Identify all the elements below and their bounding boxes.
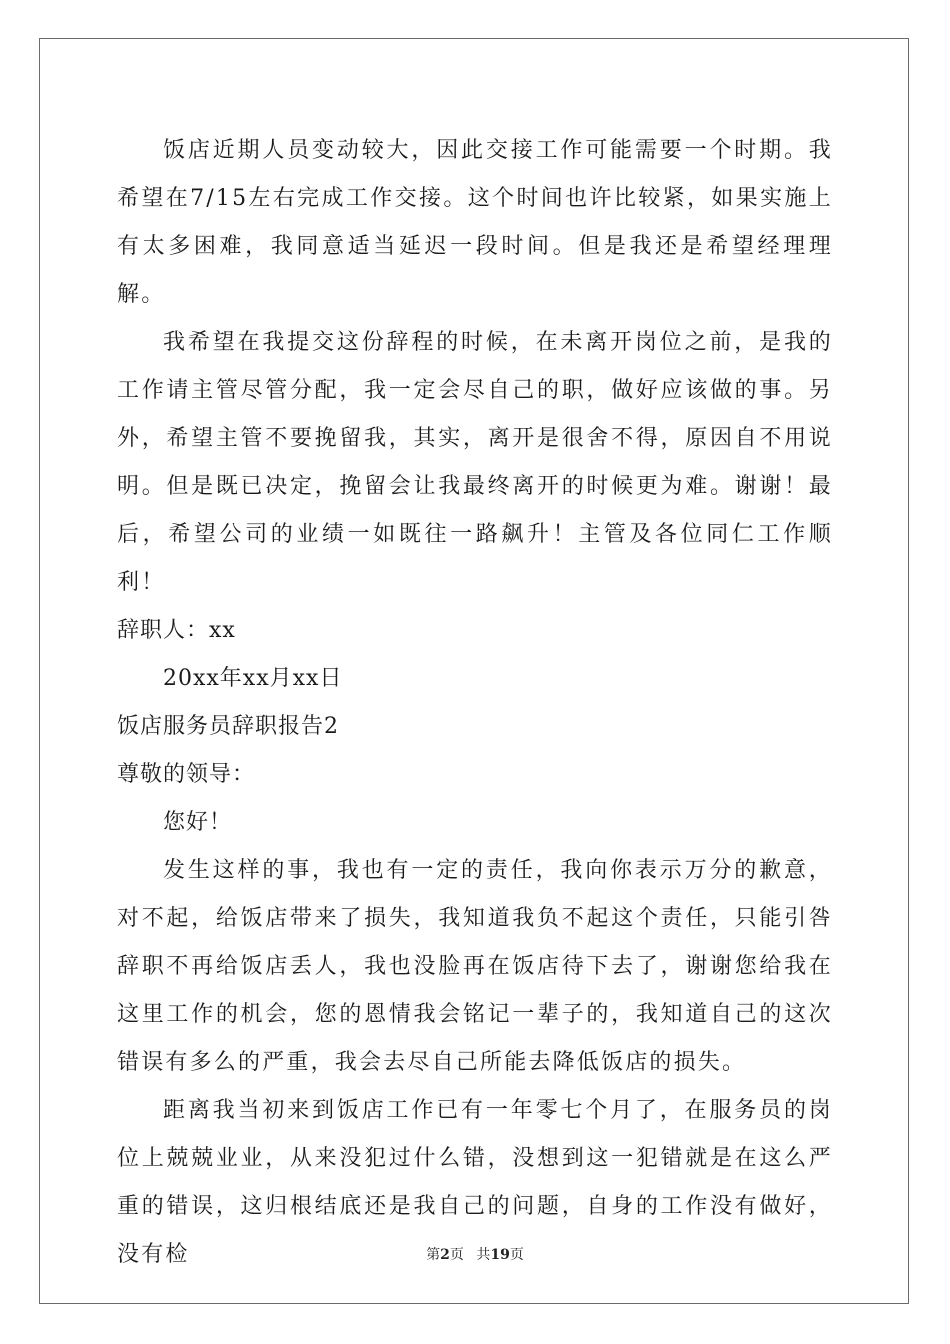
paragraph-handover: 饭店近期人员变动较大，因此交接工作可能需要一个时期。我希望在7/15左右完成工作交接。这个时间也许比较紧，如果实施上有太多困难，我同意适当延迟一段时间。但是我还是希望经理理解。 xyxy=(117,138,833,307)
paragraph-reflection: 距离我当初来到饭店工作已有一年零七个月了，在服务员的岗位上兢兢业业，从来没犯过什么错，没想到这一犯错就是在这么严重的错误，这归根结底还是我自己的问题，自身的工作没有做好，没有检 xyxy=(117,1098,833,1267)
salutation: 尊敬的领导： xyxy=(117,762,256,787)
page-total: 共19页 xyxy=(476,1247,524,1263)
greeting: 您好！ xyxy=(163,810,233,835)
document-body xyxy=(117,127,833,1279)
paragraph-apology: 发生这样的事，我也有一定的责任，我向你表示万分的歉意，对不起，给饭店带来了损失，我知道我负不起这个责任，只能引咎辞职不再给饭店丢人，我也没脸再在饭店待下去了，谢谢您给我在这里工作的机会，您的恩情我会铭记一辈子的，我知道自己的这次错误有多么的严重，我会去尽自己所能去降低饭店的损失。 xyxy=(117,858,833,1075)
date-line: 20xx年xx月xx日 xyxy=(163,666,343,691)
section-title: 饭店服务员辞职报告2 xyxy=(117,714,339,739)
page-footer xyxy=(0,1244,950,1264)
page-number: 第2页 xyxy=(426,1247,464,1263)
signature-line: 辞职人：xx xyxy=(117,618,236,643)
paragraph-request: 我希望在我提交这份辞程的时候，在未离开岗位之前，是我的工作请主管尽管分配，我一定会尽自己的职，做好应该做的事。另外，希望主管不要挽留我，其实，离开是很舍不得，原因自不用说明。但是既已决定，挽留会让我最终离开的时候更为难。谢谢！最后，希望公司的业绩一如既往一路飙升！主管及各位同仁工作顺利！ xyxy=(117,330,833,595)
